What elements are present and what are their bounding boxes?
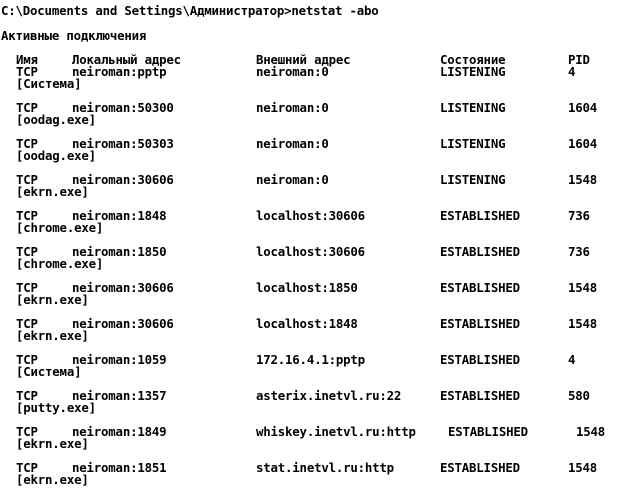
header-state: Состояние xyxy=(440,52,506,67)
conn-local-address: neiroman:1059 xyxy=(72,352,167,367)
conn-remote-address: stat.inetvl.ru:http xyxy=(256,460,394,475)
connection-entry xyxy=(0,138,619,164)
header-pid: PID xyxy=(568,52,590,67)
connection-entry xyxy=(0,246,619,272)
connection-entry xyxy=(0,174,619,200)
conn-state: ESTABLISHED xyxy=(440,208,520,223)
conn-pid: 1548 xyxy=(568,460,598,475)
conn-state: ESTABLISHED xyxy=(440,244,520,259)
conn-state: LISTENING xyxy=(440,172,506,187)
conn-proto: TCP xyxy=(16,100,38,115)
conn-pid: 1548 xyxy=(568,172,598,187)
conn-proto: TCP xyxy=(16,208,38,223)
header-proto: Имя xyxy=(16,52,38,67)
conn-pid: 736 xyxy=(568,244,590,259)
conn-pid: 736 xyxy=(568,208,590,223)
conn-process: [chrome.exe] xyxy=(16,220,104,235)
conn-proto: TCP xyxy=(16,388,38,403)
conn-proto: TCP xyxy=(16,172,38,187)
conn-process: [ekrn.exe] xyxy=(16,472,89,487)
conn-proto: TCP xyxy=(16,64,38,79)
conn-local-address: neiroman:1851 xyxy=(72,460,167,475)
conn-pid: 1604 xyxy=(568,100,598,115)
conn-state: ESTABLISHED xyxy=(440,280,520,295)
conn-process: [ekrn.exe] xyxy=(16,328,89,343)
header-remote: Внешний адрес xyxy=(256,52,351,67)
conn-proto: TCP xyxy=(16,460,38,475)
connection-entry xyxy=(0,462,619,488)
conn-state: LISTENING xyxy=(440,100,506,115)
connection-entry xyxy=(0,210,619,236)
conn-local-address: neiroman:pptp xyxy=(72,64,167,79)
connection-entry xyxy=(0,282,619,308)
connection-entry xyxy=(0,66,619,92)
conn-state: LISTENING xyxy=(440,136,506,151)
connection-entry xyxy=(0,102,619,128)
conn-remote-address: whiskey.inetvl.ru:http xyxy=(256,424,416,439)
conn-remote-address: neiroman:0 xyxy=(256,64,329,79)
connection-entry xyxy=(0,390,619,416)
conn-local-address: neiroman:30606 xyxy=(72,280,174,295)
conn-state: ESTABLISHED xyxy=(448,424,528,439)
conn-remote-address: neiroman:0 xyxy=(256,172,329,187)
conn-state: ESTABLISHED xyxy=(440,460,520,475)
conn-proto: TCP xyxy=(16,316,38,331)
conn-process: [Система] xyxy=(16,76,82,91)
conn-local-address: neiroman:1850 xyxy=(72,244,167,259)
conn-process: [oodag.exe] xyxy=(16,112,96,127)
conn-local-address: neiroman:50300 xyxy=(72,100,174,115)
conn-proto: TCP xyxy=(16,352,38,367)
conn-process: [oodag.exe] xyxy=(16,148,96,163)
conn-process: [chrome.exe] xyxy=(16,256,104,271)
conn-pid: 1548 xyxy=(568,316,598,331)
conn-remote-address: 172.16.4.1:pptp xyxy=(256,352,365,367)
conn-pid: 1604 xyxy=(568,136,598,151)
conn-state: ESTABLISHED xyxy=(440,388,520,403)
conn-local-address: neiroman:1849 xyxy=(72,424,167,439)
conn-remote-address: neiroman:0 xyxy=(256,100,329,115)
conn-proto: TCP xyxy=(16,244,38,259)
conn-pid: 580 xyxy=(568,388,590,403)
conn-proto: TCP xyxy=(16,424,38,439)
conn-remote-address: localhost:1850 xyxy=(256,280,358,295)
connection-entry xyxy=(0,318,619,344)
conn-remote-address: localhost:30606 xyxy=(256,244,365,259)
conn-local-address: neiroman:30606 xyxy=(72,316,174,331)
command-line: C:\Documents and Settings\Администратор>netstat -abo xyxy=(1,3,379,18)
conn-process: [ekrn.exe] xyxy=(16,292,89,307)
conn-process: [Система] xyxy=(16,364,82,379)
conn-local-address: neiroman:1848 xyxy=(72,208,167,223)
conn-remote-address: localhost:30606 xyxy=(256,208,365,223)
conn-process: [putty.exe] xyxy=(16,400,96,415)
conn-remote-address: neiroman:0 xyxy=(256,136,329,151)
conn-process: [ekrn.exe] xyxy=(16,184,89,199)
conn-local-address: neiroman:50303 xyxy=(72,136,174,151)
conn-pid: 4 xyxy=(568,352,576,367)
conn-proto: TCP xyxy=(16,280,38,295)
conn-proto: TCP xyxy=(16,136,38,151)
header-local: Локальный адрес xyxy=(72,52,181,67)
connection-entry xyxy=(0,354,619,380)
conn-local-address: neiroman:1357 xyxy=(72,388,167,403)
conn-pid: 4 xyxy=(568,64,576,79)
conn-remote-address: asterix.inetvl.ru:22 xyxy=(256,388,402,403)
connection-entry xyxy=(0,426,619,452)
conn-process: [ekrn.exe] xyxy=(16,436,89,451)
section-title: Активные подключения xyxy=(1,28,147,43)
conn-state: ESTABLISHED xyxy=(440,316,520,331)
conn-local-address: neiroman:30606 xyxy=(72,172,174,187)
conn-state: LISTENING xyxy=(440,64,506,79)
conn-pid: 1548 xyxy=(568,280,598,295)
conn-remote-address: localhost:1848 xyxy=(256,316,358,331)
conn-state: ESTABLISHED xyxy=(440,352,520,367)
conn-pid: 1548 xyxy=(576,424,606,439)
